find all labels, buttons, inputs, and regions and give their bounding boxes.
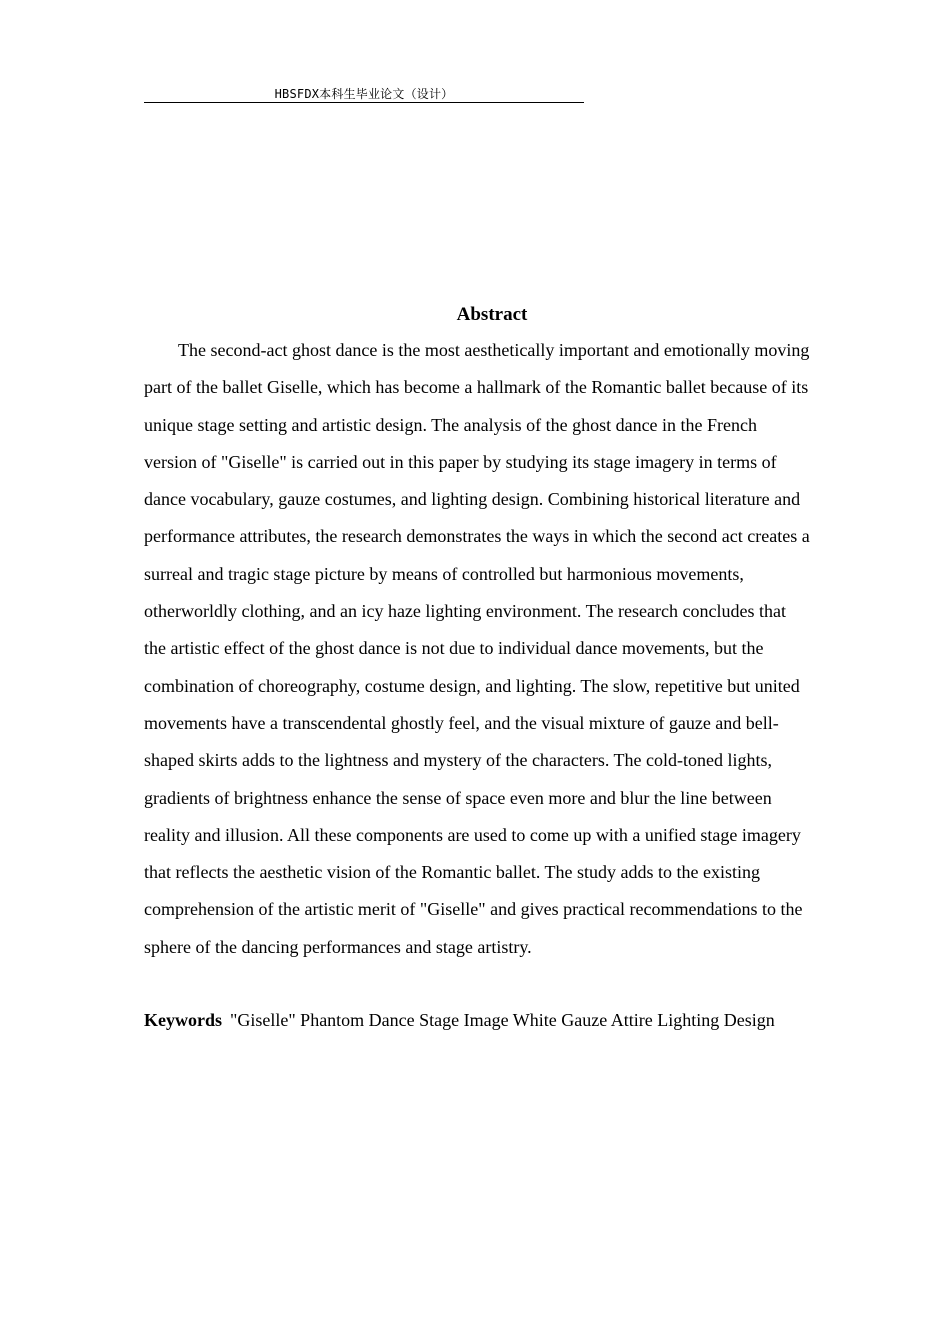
abstract-body: The second-act ghost dance is the most aesthetically important and emotionally moving part of the ballet Giselle, which has become a hallmark of the Romantic ballet because of its unique stage setting and artistic design. The analysis of the ghost dance in the French version of "Giselle" is carried out in this paper by studying its stage imagery in terms of dance vocabulary, gauze costumes, and lighting design. Combining historical literature and performance attributes, the research demonstrates the ways in which the second act creates a surreal and tragic stage picture by means of controlled but harmonious movements, otherworldly clothing, and an icy haze lighting environment. The research concludes that the artistic effect of the ghost dance is not due to individual dance movements, but the combination of choreography, costume design, and lighting. The slow, repetitive but united movements have a transcendental ghostly feel, and the visual mixture of gauze and bell-shaped skirts adds to the lightness and mystery of the characters. The cold-toned lights, gradients of brightness enhance the sense of space even more and blur the line between reality and illusion. All these components are used to come up with a unified stage imagery that reflects the aesthetic vision of the Romantic ballet. The study adds to the existing comprehension of the artistic merit of "Giselle" and gives practical recommendations to the sphere of the dancing performances and stage artistry.: [144, 340, 810, 957]
keywords-text: "Giselle" Phantom Dance Stage Image White Gauze Attire Lighting Design: [230, 1010, 775, 1030]
running-header: HBSFDX本科生毕业论文（设计）: [144, 86, 584, 103]
keywords-label: Keywords: [144, 1010, 222, 1030]
keywords-line: [144, 1002, 784, 1040]
abstract-title: Abstract: [456, 304, 528, 325]
